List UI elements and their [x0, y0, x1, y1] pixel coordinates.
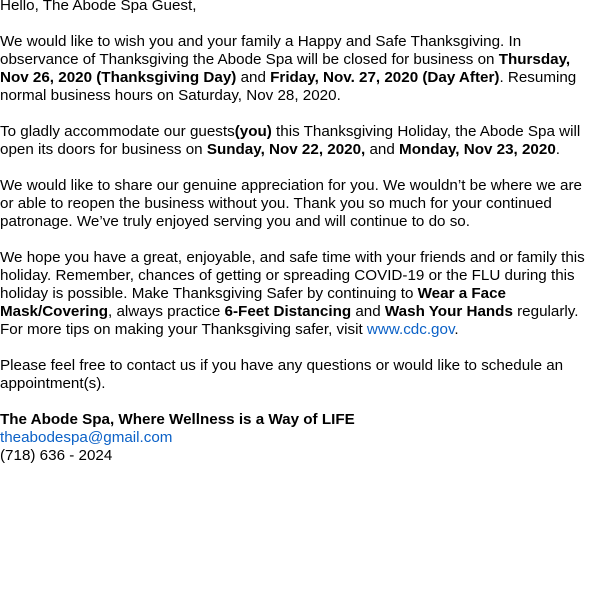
closure-text-2: and — [236, 69, 271, 86]
safety-text-4: regularly. For more tips on making your Thanksgiving safer, visit — [0, 303, 579, 338]
signature-tagline: The Abode Spa, Where Wellness is a Way of LIFE — [0, 411, 355, 428]
closure-notice-paragraph — [0, 33, 597, 105]
safety-text-1: We hope you have a great, enjoyable, and safe time with your friends and or family this holiday. Remember, chances of getting or spreading COVID-19 or the FLU during this holiday is possible. Make Thanksgiving Safer by continuing to — [0, 249, 585, 302]
closure-date-friday: Friday, Nov. 27, 2020 (Day After) — [270, 69, 500, 86]
signature-block — [0, 411, 597, 465]
open-text-4: . — [555, 141, 560, 158]
contact-paragraph: Please feel free to contact us if you have any questions or would like to schedule an appointment(s). — [0, 357, 564, 392]
open-text-1: To gladly accommodate our guests — [0, 123, 235, 140]
open-text-3: and — [365, 141, 400, 158]
safety-distancing-emphasis: 6-Feet Distancing — [224, 303, 352, 320]
greeting: Hello, The Abode Spa Guest, — [0, 0, 197, 14]
open-you-emphasis: (you) — [234, 123, 272, 140]
open-date-sunday: Sunday, Nov 22, 2020, — [206, 141, 366, 158]
safety-mask-emphasis: Wear a Face Mask/Covering — [0, 285, 506, 320]
open-days-paragraph — [0, 123, 597, 159]
safety-handwash-emphasis: Wash Your Hands — [384, 303, 513, 320]
open-date-monday: Monday, Nov 23, 2020 — [399, 141, 556, 158]
safety-paragraph — [0, 249, 597, 339]
phone-number: (718) 636 - 2024 — [0, 447, 113, 464]
email-link[interactable]: theabodespa@gmail.com — [0, 429, 173, 446]
safety-text-5: . — [454, 321, 459, 338]
safety-text-3: and — [351, 303, 385, 320]
open-text-2: this Thanksgiving Holiday, the Abode Spa will open its doors for business on — [0, 123, 581, 158]
closure-text-3: . Resuming normal business hours on Saturday, Nov 28, 2020. — [0, 69, 577, 104]
cdc-link[interactable]: www.cdc.gov — [366, 321, 455, 338]
closure-date-thursday: Thursday, Nov 26, 2020 (Thanksgiving Day) — [0, 51, 571, 86]
closure-text-1: We would like to wish you and your family a Happy and Safe Thanksgiving. In observance of Thanksgiving the Abode Spa will be closed for business on — [0, 33, 522, 68]
safety-text-2: , always practice — [108, 303, 225, 320]
appreciation-paragraph: We would like to share our genuine appreciation for you. We wouldn’t be where we are or able to reopen the business without you. Thank you so much for your continued patronage. We’ve truly enjoyed serving you and will continue to do so. — [0, 177, 582, 230]
